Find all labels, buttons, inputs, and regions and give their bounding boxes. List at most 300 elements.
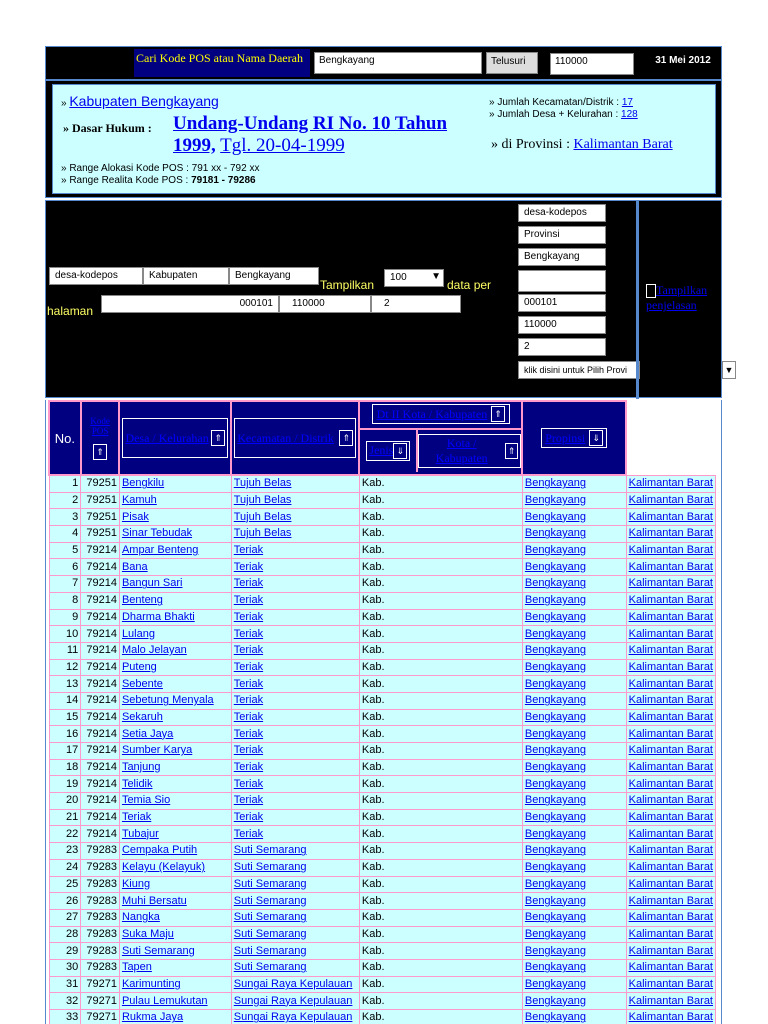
cell-kecamatan[interactable] [231,893,359,910]
cell-kecamatan-text[interactable]: Teriak [233,811,264,824]
cell-kota-text[interactable]: Bengkayang [524,594,587,607]
cell-kecamatan-text[interactable]: Tujuh Belas [233,510,292,523]
cell-kota[interactable] [522,509,626,526]
sort-down-icon[interactable]: ⇓ [589,430,603,446]
cell-provinsi[interactable] [626,726,715,743]
cell-provinsi-text[interactable]: Kalimantan Barat [628,594,713,607]
side-name-field[interactable]: Bengkayang [518,248,606,266]
cell-kota[interactable] [522,959,626,976]
cell-kecamatan[interactable] [231,559,359,576]
cell-kota[interactable] [522,759,626,776]
cell-desa-text[interactable]: Tanjung [121,761,161,774]
sort-up-icon[interactable]: ⇑ [491,406,505,422]
cell-desa-text[interactable]: Suti Semarang [121,944,195,957]
side-empty-field[interactable] [518,270,606,292]
cell-kecamatan[interactable] [231,659,359,676]
cell-kecamatan-text[interactable]: Suti Semarang [233,944,307,957]
cell-provinsi[interactable] [626,743,715,760]
cell-desa-text[interactable]: Sumber Karya [121,744,193,757]
cell-kota[interactable] [522,576,626,593]
cell-kota-text[interactable]: Bengkayang [524,694,587,707]
cell-desa-text[interactable]: Bangun Sari [121,577,183,590]
cell-kecamatan-text[interactable]: Sungai Raya Kepulauan [233,1011,353,1024]
cell-kecamatan-text[interactable]: Teriak [233,744,264,757]
cell-kecamatan[interactable] [231,676,359,693]
cell-kecamatan-text[interactable]: Suti Semarang [233,861,307,874]
cell-kota-text[interactable]: Bengkayang [524,677,587,690]
cell-kota[interactable] [522,876,626,893]
cell-provinsi[interactable] [626,943,715,960]
cell-desa-text[interactable]: Pisak [121,510,149,523]
cell-kota-text[interactable]: Bengkayang [524,727,587,740]
cell-provinsi-text[interactable]: Kalimantan Barat [628,744,713,757]
header-prov[interactable] [522,401,626,475]
cell-provinsi-text[interactable]: Kalimantan Barat [628,727,713,740]
side-mode-field[interactable]: desa-kodepos [518,204,606,222]
cell-provinsi[interactable] [626,609,715,626]
cell-desa[interactable] [119,676,231,693]
cell-kecamatan-text[interactable]: Tujuh Belas [233,477,292,490]
cell-kota[interactable] [522,726,626,743]
cell-desa[interactable] [119,509,231,526]
cell-kecamatan[interactable] [231,776,359,793]
cell-kota[interactable] [522,859,626,876]
cell-provinsi[interactable] [626,993,715,1010]
cell-kecamatan[interactable] [231,909,359,926]
cell-kecamatan-text[interactable]: Teriak [233,644,264,657]
cell-kota-text[interactable]: Bengkayang [524,761,587,774]
cell-kota-text[interactable]: Bengkayang [524,527,587,540]
cell-desa[interactable] [119,559,231,576]
cell-kecamatan[interactable] [231,859,359,876]
cell-desa-text[interactable]: Kiung [121,877,151,890]
cell-desa[interactable] [119,859,231,876]
cell-kota[interactable] [522,843,626,860]
cell-desa-text[interactable]: Sinar Tebudak [121,527,193,540]
cell-kota[interactable] [522,709,626,726]
cell-kota[interactable] [522,692,626,709]
cell-kota[interactable] [522,943,626,960]
cell-desa-text[interactable]: Bana [121,560,148,573]
cell-provinsi[interactable] [626,859,715,876]
cell-kecamatan-text[interactable]: Teriak [233,594,264,607]
header-kec[interactable] [231,401,359,475]
cell-provinsi[interactable] [626,676,715,693]
code-input[interactable]: 110000 [550,53,634,75]
cell-kecamatan-text[interactable]: Teriak [233,727,264,740]
cell-desa-text[interactable]: Bengkilu [121,477,165,490]
cell-desa[interactable] [119,893,231,910]
cell-kota-text[interactable]: Bengkayang [524,977,587,990]
cell-kota[interactable] [522,592,626,609]
header-kode-label[interactable]: Kode POS [90,416,110,436]
cell-desa[interactable] [119,876,231,893]
cell-desa[interactable] [119,1010,231,1024]
cell-kota[interactable] [522,809,626,826]
province-select[interactable]: klik disini untuk Pilih Provi [518,361,640,379]
cell-kota-text[interactable]: Bengkayang [524,1011,587,1024]
side-level-field[interactable]: Provinsi [518,226,606,244]
cell-kota[interactable] [522,559,626,576]
cell-kota-text[interactable]: Bengkayang [524,777,587,790]
cell-desa-text[interactable]: Kelayu (Kelayuk) [121,861,206,874]
cell-kota-text[interactable]: Bengkayang [524,577,587,590]
search-input[interactable]: Bengkayang [314,52,482,74]
jumlah-desa-link[interactable]: 128 [621,109,638,120]
cell-desa[interactable] [119,743,231,760]
cell-kota[interactable] [522,776,626,793]
cell-provinsi[interactable] [626,475,715,492]
cell-kota[interactable] [522,492,626,509]
side-start-field[interactable]: 000101 [518,294,606,312]
mode-field[interactable]: desa-kodepos [49,267,143,285]
cell-desa-text[interactable]: Benteng [121,594,163,607]
header-kode[interactable] [81,401,120,475]
cell-desa-text[interactable]: Rukma Jaya [121,1011,184,1024]
cell-kota-text[interactable]: Bengkayang [524,927,587,940]
header-jenis-label[interactable]: Jenis [369,443,394,457]
cell-desa-text[interactable]: Telidik [121,777,153,790]
cell-kecamatan[interactable] [231,542,359,559]
cell-kota-text[interactable]: Bengkayang [524,877,587,890]
cell-desa-text[interactable]: Setia Jaya [121,727,174,740]
cell-provinsi-text[interactable]: Kalimantan Barat [628,911,713,924]
cell-provinsi-text[interactable]: Kalimantan Barat [628,477,713,490]
level-field[interactable]: Kabupaten [143,267,229,285]
cell-kecamatan-text[interactable]: Teriak [233,660,264,673]
tampilkan-penjelasan-text[interactable]: Tampilkan penjelasan [646,283,708,313]
cell-kota-text[interactable]: Bengkayang [524,961,587,974]
cell-provinsi-text[interactable]: Kalimantan Barat [628,827,713,840]
kota-group-label[interactable]: Dt II Kota / Kabupaten [376,406,488,421]
cell-provinsi-text[interactable]: Kalimantan Barat [628,861,713,874]
side-page-field[interactable]: 2 [518,338,606,356]
cell-desa[interactable] [119,726,231,743]
cell-desa[interactable] [119,659,231,676]
cell-kota[interactable] [522,976,626,993]
cell-kecamatan-text[interactable]: Tujuh Belas [233,494,292,507]
cell-kota-text[interactable]: Bengkayang [524,660,587,673]
cell-provinsi[interactable] [626,776,715,793]
cell-kecamatan-text[interactable]: Tujuh Belas [233,527,292,540]
cell-kota[interactable] [522,1010,626,1024]
cell-provinsi-text[interactable]: Kalimantan Barat [628,644,713,657]
cell-kecamatan[interactable] [231,492,359,509]
cell-kota-text[interactable]: Bengkayang [524,560,587,573]
header-kota-label[interactable]: Kota / Kabupaten [435,436,488,465]
per-page-select[interactable] [384,269,444,287]
cell-kecamatan[interactable] [231,793,359,810]
cell-kota-text[interactable]: Bengkayang [524,744,587,757]
cell-kota-text[interactable]: Bengkayang [524,811,587,824]
header-kec-label[interactable]: Kecamatan / Distrik [237,430,334,445]
cell-kecamatan[interactable] [231,959,359,976]
sort-up-icon[interactable]: ⇑ [211,430,225,446]
cell-provinsi-text[interactable]: Kalimantan Barat [628,527,713,540]
cell-provinsi[interactable] [626,1010,715,1024]
cell-kota-text[interactable]: Bengkayang [524,627,587,640]
cell-desa[interactable] [119,592,231,609]
cell-kecamatan-text[interactable]: Teriak [233,610,264,623]
cell-provinsi-text[interactable]: Kalimantan Barat [628,844,713,857]
cell-desa-text[interactable]: Temia Sio [121,794,171,807]
cell-kecamatan[interactable] [231,876,359,893]
cell-provinsi[interactable] [626,542,715,559]
cell-provinsi[interactable] [626,559,715,576]
cell-desa-text[interactable]: Kamuh [121,494,157,507]
cell-desa[interactable] [119,609,231,626]
cell-provinsi-text[interactable]: Kalimantan Barat [628,510,713,523]
cell-desa-text[interactable]: Cempaka Putih [121,844,198,857]
cell-kecamatan-text[interactable]: Teriak [233,794,264,807]
cell-provinsi-text[interactable]: Kalimantan Barat [628,544,713,557]
law-date[interactable]: Tgl. 20-04-1999 [220,135,345,156]
sort-up-icon[interactable]: ⇑ [505,443,518,459]
cell-kecamatan-text[interactable]: Suti Semarang [233,927,307,940]
cell-kota[interactable] [522,793,626,810]
cell-provinsi[interactable] [626,843,715,860]
cell-kota[interactable] [522,542,626,559]
cell-desa[interactable] [119,642,231,659]
cell-provinsi-text[interactable]: Kalimantan Barat [628,610,713,623]
cell-provinsi[interactable] [626,826,715,843]
tampilkan-penjelasan-link[interactable] [646,283,722,313]
cell-provinsi[interactable] [626,893,715,910]
cell-kota[interactable] [522,626,626,643]
cell-kecamatan[interactable] [231,626,359,643]
cell-desa[interactable] [119,492,231,509]
cell-kota-text[interactable]: Bengkayang [524,494,587,507]
cell-kecamatan-text[interactable]: Sungai Raya Kepulauan [233,994,353,1007]
cell-kecamatan-text[interactable]: Suti Semarang [233,961,307,974]
cell-kecamatan-text[interactable]: Sungai Raya Kepulauan [233,977,353,990]
page-field[interactable]: 2 [371,295,461,313]
cell-desa-text[interactable]: Ampar Benteng [121,544,199,557]
cell-provinsi[interactable] [626,809,715,826]
cell-kecamatan[interactable] [231,526,359,543]
cell-kota[interactable] [522,993,626,1010]
cell-desa-text[interactable]: Dharma Bhakti [121,610,195,623]
cell-provinsi-text[interactable]: Kalimantan Barat [628,560,713,573]
jumlah-kec-link[interactable]: 17 [621,97,633,108]
cell-desa[interactable] [119,475,231,492]
cell-kecamatan[interactable] [231,843,359,860]
cell-kota[interactable] [522,609,626,626]
cell-kecamatan-text[interactable]: Teriak [233,694,264,707]
cell-kota-text[interactable]: Bengkayang [524,944,587,957]
cell-provinsi-text[interactable]: Kalimantan Barat [628,694,713,707]
cell-provinsi[interactable] [626,976,715,993]
cell-kecamatan-text[interactable]: Teriak [233,777,264,790]
cell-desa-text[interactable]: Lulang [121,627,155,640]
cell-kecamatan-text[interactable]: Teriak [233,544,264,557]
cell-kecamatan-text[interactable]: Suti Semarang [233,844,307,857]
cell-desa[interactable] [119,759,231,776]
cell-desa-text[interactable]: Pulau Lemukutan [121,994,208,1007]
cell-provinsi[interactable] [626,659,715,676]
cell-kota-text[interactable]: Bengkayang [524,544,587,557]
sort-up-icon[interactable]: ⇑ [93,444,107,460]
cell-provinsi-text[interactable]: Kalimantan Barat [628,710,713,723]
cell-kota[interactable] [522,926,626,943]
cell-kota[interactable] [522,743,626,760]
cell-desa-text[interactable]: Suka Maju [121,927,174,940]
cell-provinsi-text[interactable]: Kalimantan Barat [628,994,713,1007]
cell-provinsi[interactable] [626,626,715,643]
cell-kota[interactable] [522,526,626,543]
cell-kecamatan[interactable] [231,976,359,993]
chevron-down-icon[interactable]: ▼ [722,361,736,379]
cell-desa[interactable] [119,542,231,559]
cell-desa[interactable] [119,909,231,926]
cell-desa-text[interactable]: Nangka [121,911,160,924]
cell-kecamatan[interactable] [231,692,359,709]
cell-desa[interactable] [119,809,231,826]
cell-kecamatan[interactable] [231,726,359,743]
cell-provinsi-text[interactable]: Kalimantan Barat [628,777,713,790]
cell-desa-text[interactable]: Puteng [121,660,157,673]
cell-desa[interactable] [119,576,231,593]
cell-desa-text[interactable]: Sebetung Menyala [121,694,214,707]
cell-kecamatan[interactable] [231,993,359,1010]
cell-kecamatan[interactable] [231,943,359,960]
cell-kecamatan[interactable] [231,509,359,526]
cell-provinsi[interactable] [626,509,715,526]
cell-provinsi[interactable] [626,492,715,509]
header-desa[interactable] [119,401,231,475]
cell-kecamatan-text[interactable]: Suti Semarang [233,894,307,907]
cell-kota[interactable] [522,893,626,910]
cell-kota-text[interactable]: Bengkayang [524,794,587,807]
law-link[interactable] [173,113,473,157]
cell-provinsi-text[interactable]: Kalimantan Barat [628,944,713,957]
cell-kota-text[interactable]: Bengkayang [524,827,587,840]
cell-kecamatan[interactable] [231,926,359,943]
cell-provinsi-text[interactable]: Kalimantan Barat [628,577,713,590]
cell-kota-text[interactable]: Bengkayang [524,510,587,523]
code-field[interactable]: 110000 [279,295,371,313]
cell-kota-text[interactable]: Bengkayang [524,894,587,907]
cell-desa[interactable] [119,926,231,943]
name-field[interactable]: Bengkayang [229,267,319,285]
cell-kecamatan[interactable] [231,826,359,843]
cell-desa-text[interactable]: Karimunting [121,977,181,990]
cell-kota[interactable] [522,826,626,843]
cell-provinsi-text[interactable]: Kalimantan Barat [628,811,713,824]
cell-provinsi-text[interactable]: Kalimantan Barat [628,494,713,507]
cell-kecamatan-text[interactable]: Suti Semarang [233,911,307,924]
cell-kecamatan[interactable] [231,1010,359,1024]
cell-desa[interactable] [119,526,231,543]
cell-kota-text[interactable]: Bengkayang [524,710,587,723]
cell-provinsi-text[interactable]: Kalimantan Barat [628,927,713,940]
header-desa-label[interactable]: Desa / Kelurahan [125,430,209,445]
cell-kecamatan[interactable] [231,743,359,760]
cell-kota-text[interactable]: Bengkayang [524,644,587,657]
cell-desa[interactable] [119,626,231,643]
header-jenis[interactable] [360,430,418,472]
header-prov-label[interactable]: Propinsi [545,430,586,445]
cell-kecamatan-text[interactable]: Teriak [233,677,264,690]
cell-provinsi[interactable] [626,909,715,926]
cell-kota[interactable] [522,475,626,492]
cell-provinsi-text[interactable]: Kalimantan Barat [628,877,713,890]
cell-kecamatan-text[interactable]: Suti Semarang [233,877,307,890]
cell-kota-text[interactable]: Bengkayang [524,844,587,857]
cell-provinsi-text[interactable]: Kalimantan Barat [628,660,713,673]
cell-desa-text[interactable]: Sekaruh [121,710,163,723]
header-kota[interactable] [418,430,521,472]
cell-kota-text[interactable]: Bengkayang [524,911,587,924]
cell-kota[interactable] [522,909,626,926]
cell-kecamatan-text[interactable]: Teriak [233,710,264,723]
cell-provinsi[interactable] [626,759,715,776]
cell-desa[interactable] [119,943,231,960]
cell-kecamatan-text[interactable]: Teriak [233,827,264,840]
cell-provinsi[interactable] [626,959,715,976]
cell-kecamatan[interactable] [231,642,359,659]
cell-desa-text[interactable]: Tapen [121,961,152,974]
cell-desa[interactable] [119,976,231,993]
cell-provinsi[interactable] [626,692,715,709]
cell-kecamatan[interactable] [231,475,359,492]
start-field[interactable]: 000101 [101,295,279,313]
cell-desa[interactable] [119,709,231,726]
cell-desa-text[interactable]: Muhi Bersatu [121,894,187,907]
cell-kecamatan[interactable] [231,576,359,593]
cell-provinsi-text[interactable]: Kalimantan Barat [628,677,713,690]
cell-desa-text[interactable]: Sebente [121,677,163,690]
cell-provinsi[interactable] [626,926,715,943]
cell-provinsi[interactable] [626,709,715,726]
cell-desa[interactable] [119,776,231,793]
cell-desa[interactable] [119,692,231,709]
sort-down-icon[interactable]: ⇓ [393,443,407,459]
cell-kecamatan[interactable] [231,609,359,626]
cell-kecamatan-text[interactable]: Teriak [233,560,264,573]
cell-kecamatan-text[interactable]: Teriak [233,761,264,774]
cell-kecamatan-text[interactable]: Teriak [233,577,264,590]
sort-up-icon[interactable]: ⇑ [339,430,353,446]
cell-kecamatan[interactable] [231,809,359,826]
cell-kota-text[interactable]: Bengkayang [524,610,587,623]
provinsi-link[interactable]: Kalimantan Barat [573,137,673,152]
cell-provinsi[interactable] [626,592,715,609]
search-button[interactable]: Telusuri [486,52,538,74]
cell-desa-text[interactable]: Tubajur [121,827,159,840]
cell-kecamatan-text[interactable]: Teriak [233,627,264,640]
cell-kota[interactable] [522,676,626,693]
cell-desa[interactable] [119,826,231,843]
side-code-field[interactable]: 110000 [518,316,606,334]
cell-desa[interactable] [119,843,231,860]
cell-desa[interactable] [119,959,231,976]
cell-provinsi[interactable] [626,642,715,659]
cell-kota-text[interactable]: Bengkayang [524,861,587,874]
kabupaten-link[interactable]: Kabupaten Bengkayang [69,93,219,109]
cell-desa[interactable] [119,993,231,1010]
cell-provinsi-text[interactable]: Kalimantan Barat [628,794,713,807]
cell-kecamatan[interactable] [231,759,359,776]
cell-provinsi[interactable] [626,793,715,810]
cell-provinsi-text[interactable]: Kalimantan Barat [628,961,713,974]
cell-provinsi-text[interactable]: Kalimantan Barat [628,894,713,907]
cell-provinsi-text[interactable]: Kalimantan Barat [628,761,713,774]
cell-provinsi-text[interactable]: Kalimantan Barat [628,1011,713,1024]
cell-kecamatan[interactable] [231,709,359,726]
cell-kota-text[interactable]: Bengkayang [524,477,587,490]
cell-kota[interactable] [522,642,626,659]
